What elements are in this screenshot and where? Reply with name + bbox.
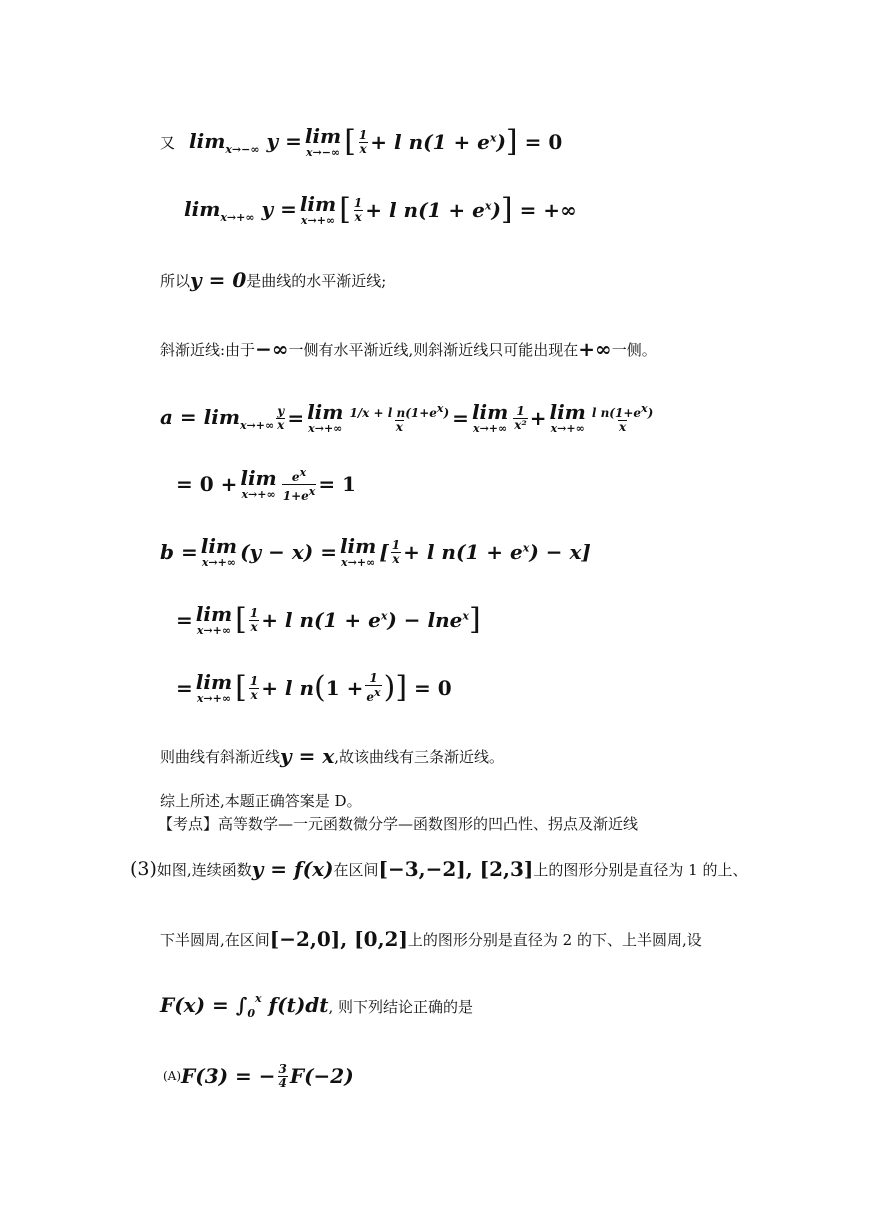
line-horizontal-asymptote: 所以 y = 0 是曲线的水平渐近线; — [160, 268, 387, 292]
lim-op: lim x→−∞ — [304, 124, 342, 159]
question-3-line-1: (3) 如图,连续函数 y = f(x) 在区间 [−3,−2], [2,3] 上的图形分别是直径为 1 的上、 — [130, 857, 748, 881]
math-l1: $\lim_{x\to-\infty} y$ = — [189, 128, 302, 156]
line-answer: 综上所述,本题正确答案是 D。 — [160, 792, 362, 810]
line-b-result: = lim x→+∞ [ $\frac{1}{x}$ + l n ( 1 + $\frac{1}{e^x}$ ) ] = 0 — [176, 670, 452, 705]
line-kaodian: 【考点】高等数学—一元函数微分学—函数图形的凹凸性、拐点及渐近线 — [158, 815, 639, 833]
line-oblique-intro: 斜渐近线:由于 −∞ 一侧有水平渐近线,则斜渐近线只可能出现在 +∞ 一侧。 — [160, 337, 657, 361]
question-3-line-3: $F(x) = \int_0^x$ f(t)dt , 则下列结论正确的是 — [160, 992, 474, 1020]
line-oblique-conclusion: 则曲线有斜渐近线 y = x ,故该曲线有三条渐近线。 — [160, 744, 505, 768]
question-number: (3) — [130, 858, 157, 880]
line-b-step2: = lim x→+∞ [ $\frac{1}{x}$ + l $n(1 + e^x) - \ln e^x$ ] — [176, 602, 481, 637]
math-l2: $\lim_{x\to+\infty} y$ = — [184, 196, 297, 224]
line-b-formula: b = lim x→+∞ (y − x) = lim x→+∞ [ $\frac{1}{x}$ + l $n(1 + e^x) - x$] — [160, 534, 591, 569]
option-a: (A) F(3) = − $\frac{3}{4}$ F(−2) — [163, 1061, 354, 1090]
math-y-eq-0: y = 0 — [190, 268, 247, 292]
line-limit-minus-inf: 又 $\lim_{x\to-\infty} y$ = lim x→−∞ [ $\frac{1}{x}$ + l $n(1 + e^x)$ ] = 0 — [160, 124, 563, 159]
prefix-you: 又 — [160, 133, 176, 152]
question-3-line-2: 下半圆周,在区间 [−2,0], [0,2] 上的图形分别是直径为 2 的下、上半圆周,设 — [160, 927, 702, 951]
line-a-formula: $a = \lim_{x\to+\infty}$ $\frac{y}{x}$ = lim x→+∞ $\frac{1/x + l n(1+e^x)}{x}$ = lim x→+∞ $\frac{1}{\text{x²}}$ + lim x→+∞ $\frac{l n(1+e^x)}{x}$ — [160, 400, 654, 435]
line-limit-plus-inf: $\lim_{x\to+\infty} y$ = lim x→+∞ [ $\frac{1}{x}$ + l $n(1 + e^x)$ ] = +∞ — [184, 192, 577, 227]
option-a-label: (A) — [163, 1069, 182, 1083]
line-a-result: = 0 + lim x→+∞ $\frac{e^x}{1+e^x}$ = 1 — [176, 465, 356, 503]
math-y-eq-x: y = x — [280, 744, 335, 768]
